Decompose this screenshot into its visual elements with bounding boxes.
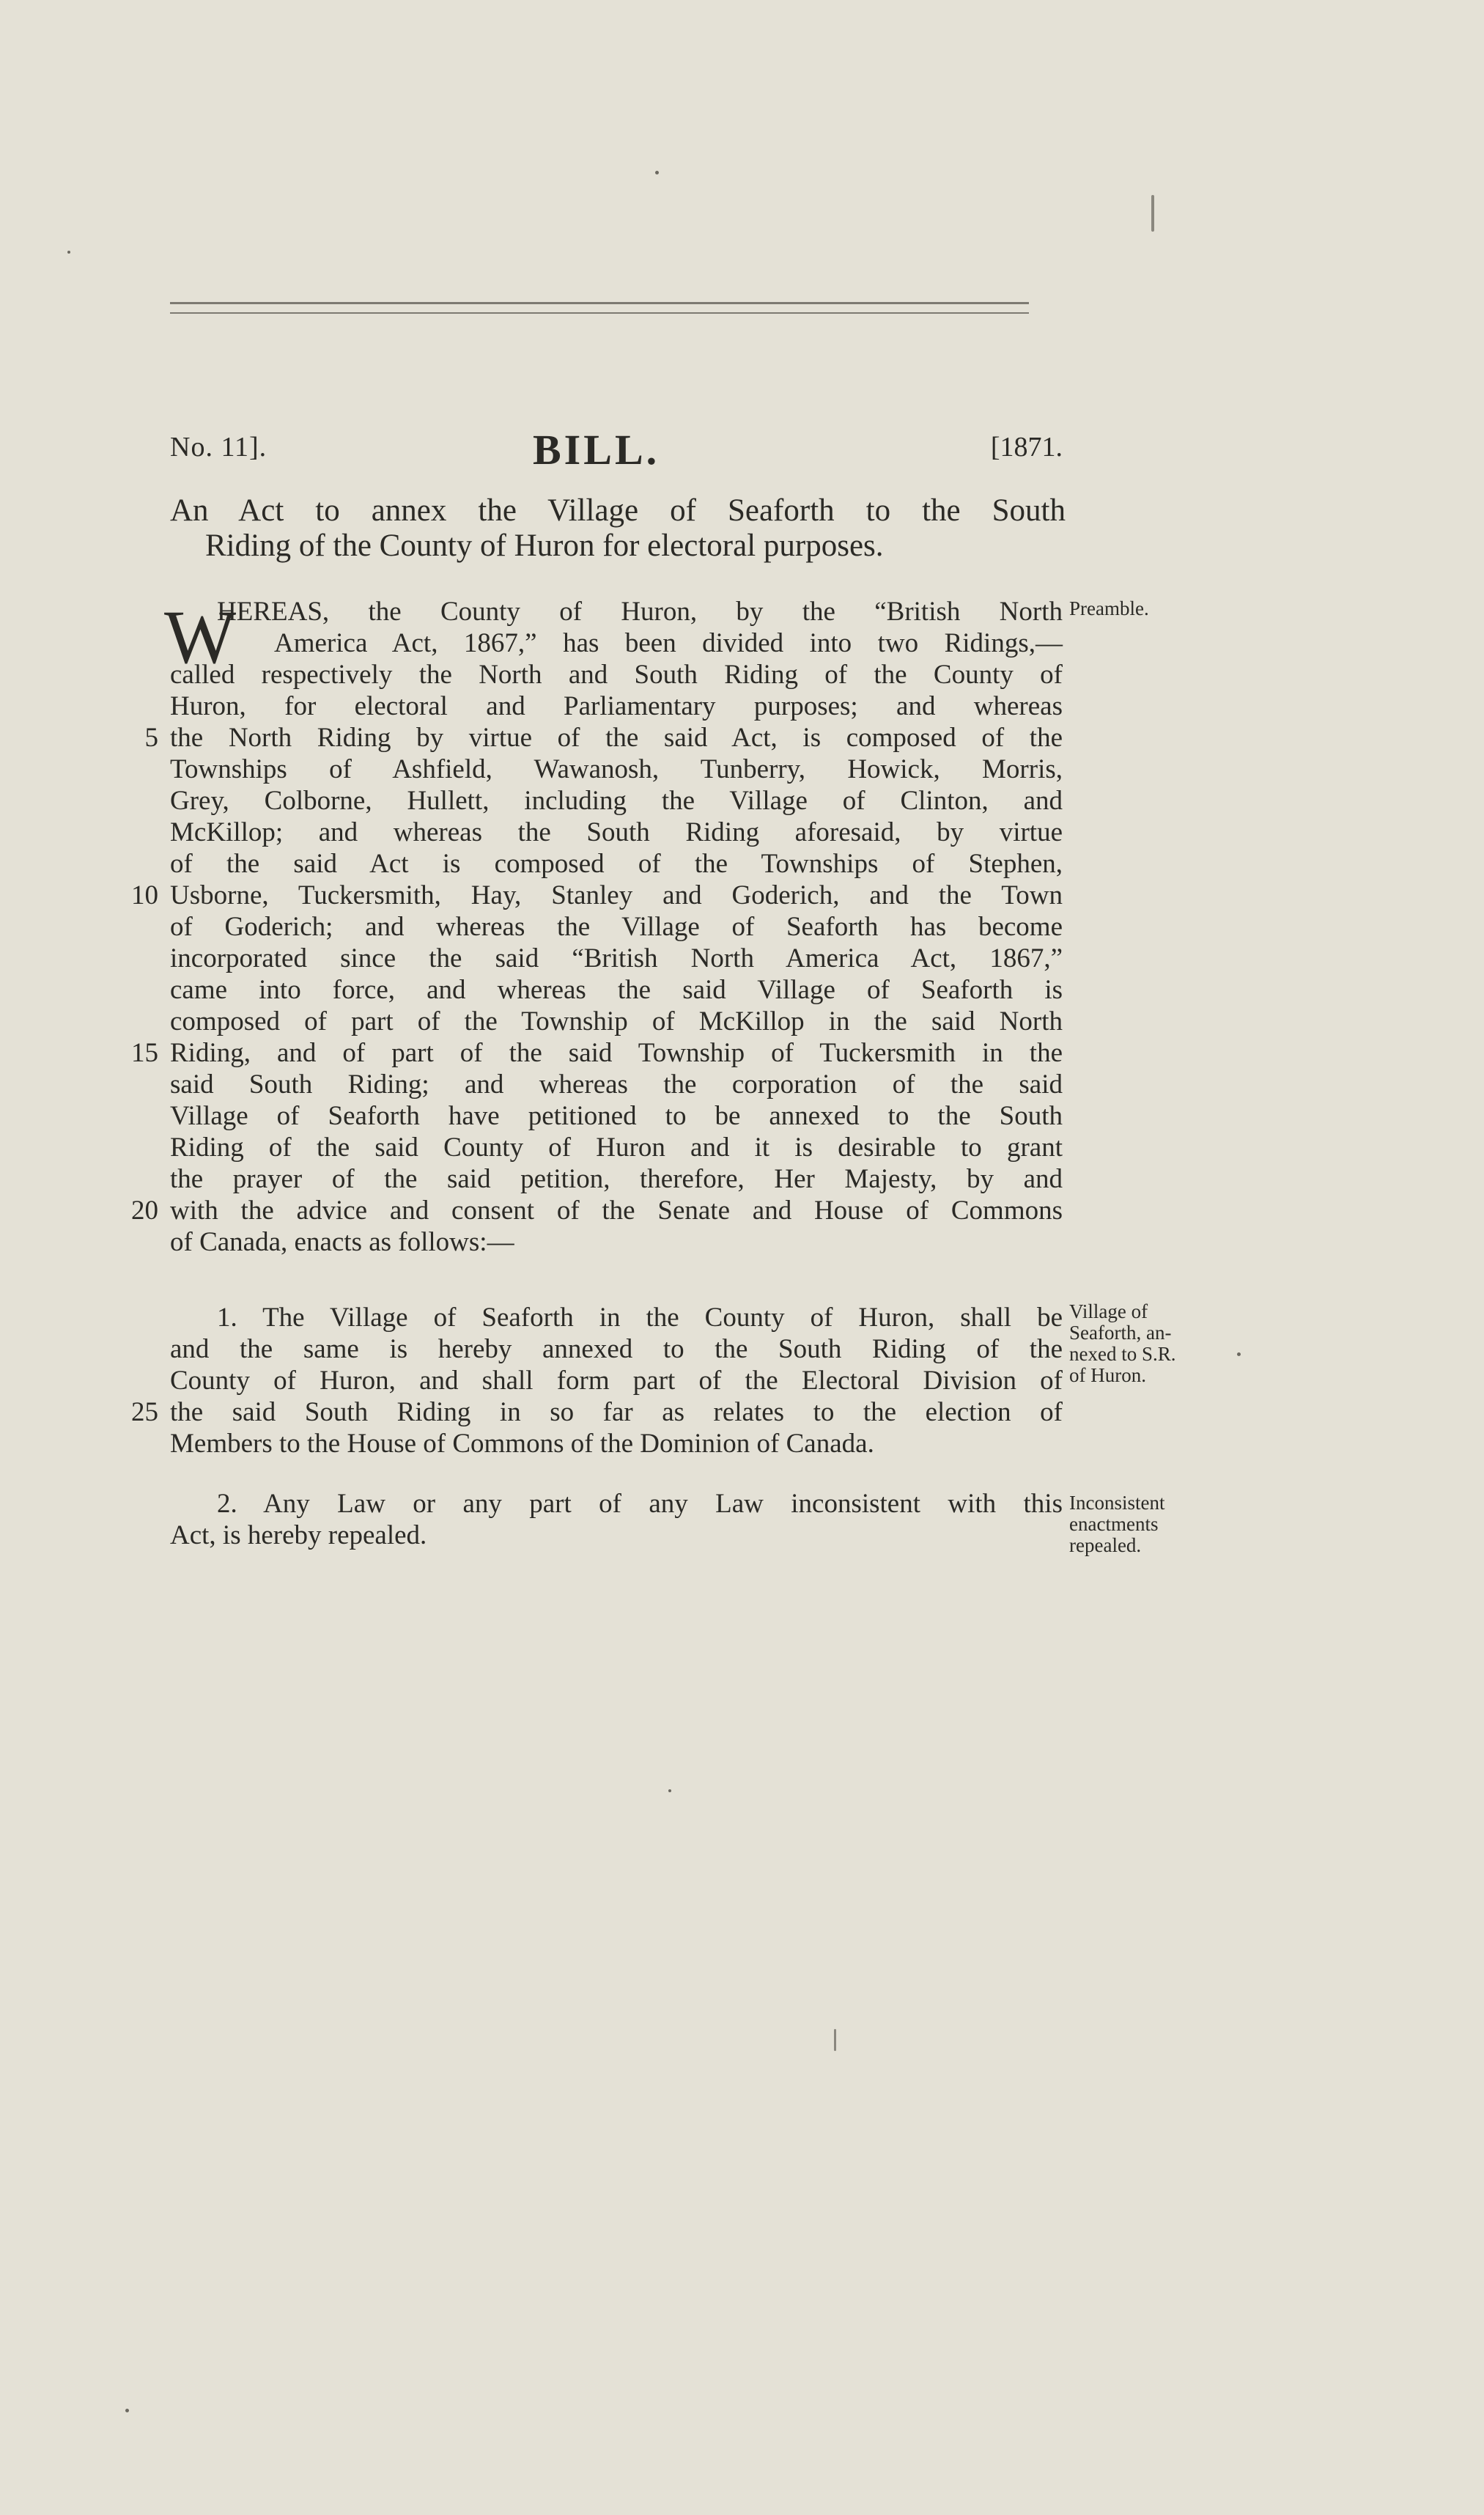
text-line <box>170 1163 1063 1195</box>
text-line <box>170 1069 1063 1100</box>
text-line <box>131 1396 1063 1428</box>
text-line <box>170 1132 1063 1163</box>
bill-heading: BILL. <box>533 426 660 474</box>
line-text: Usborne, Tuckersmith, Hay, Stanley and Goderich, and the Town <box>170 880 1063 910</box>
text-line <box>131 1195 1063 1226</box>
line-text: the North Riding by virtue of the said Act, is composed of the <box>170 723 1063 753</box>
margin-note-line: Inconsistent <box>1069 1492 1165 1514</box>
text-line <box>170 785 1063 817</box>
line-text: County of Huron, and shall form part of the Electoral Division of <box>170 1366 1063 1396</box>
bill-header <box>170 425 1063 476</box>
text-line <box>170 596 1063 627</box>
text-line <box>170 691 1063 722</box>
line-text: Townships of Ashfield, Wawanosh, Tunberry, Howick, Morris, <box>170 754 1063 784</box>
margin-note-line: nexed to S.R. <box>1069 1343 1176 1365</box>
line-text: of Goderich; and whereas the Village of Seaforth has become <box>170 912 1063 942</box>
margin-note-line: repealed. <box>1069 1534 1142 1556</box>
text-line <box>170 1333 1063 1365</box>
top-rule-thin <box>170 312 1029 314</box>
line-number: 5 <box>144 723 158 753</box>
text-line <box>170 817 1063 848</box>
margin-note-line: enactments <box>1069 1513 1159 1535</box>
act-title <box>170 493 1066 564</box>
line-text: Huron, for electoral and Parliamentary purposes; and whereas <box>170 691 1063 721</box>
margin-note-line: Seaforth, an- <box>1069 1322 1172 1344</box>
text-line <box>170 1520 1063 1551</box>
line-text: the said South Riding in so far as relates to the election of <box>170 1397 1063 1427</box>
top-rule <box>170 302 1029 304</box>
line-text: Act, is hereby repealed. <box>170 1520 427 1550</box>
text-line <box>170 848 1063 880</box>
line-text: and the same is hereby annexed to the South Riding of the <box>170 1334 1063 1364</box>
line-text: the prayer of the said petition, therefore, Her Majesty, by and <box>170 1164 1063 1194</box>
line-text: composed of part of the Township of McKillop in the said North <box>170 1006 1063 1036</box>
line-text: Grey, Colborne, Hullett, including the Village of Clinton, and <box>170 786 1063 816</box>
bill-number: No. 11]. <box>170 432 267 463</box>
line-text: McKillop; and whereas the South Riding aforesaid, by virtue <box>170 817 1063 847</box>
margin-note-preamble <box>1069 598 1149 619</box>
line-number: 10 <box>131 880 158 910</box>
paper-speck <box>668 1789 671 1792</box>
line-text: incorporated since the said “British North America Act, 1867,” <box>170 943 1063 973</box>
text-line <box>170 1365 1063 1396</box>
line-text: Riding, and of part of the said Township of Tuckersmith in the <box>170 1038 1063 1068</box>
text-line <box>170 1226 1063 1258</box>
line-text: called respectively the North and South Riding of the County of <box>170 660 1063 690</box>
text-line <box>170 911 1063 943</box>
section-2-text <box>170 1488 1063 1551</box>
paper-speck <box>655 171 659 174</box>
line-text: of the said Act is composed of the Townships of Stephen, <box>170 849 1063 879</box>
line-text: said South Riding; and whereas the corporation of the said <box>170 1069 1063 1100</box>
line-text: of Canada, enacts as follows:— <box>170 1227 514 1257</box>
line-text: Members to the House of Commons of the Dominion of Canada. <box>170 1429 874 1459</box>
line-number: 15 <box>131 1038 158 1068</box>
text-line <box>170 1428 1063 1459</box>
paper-speck <box>125 2409 129 2412</box>
section-1-text <box>131 1302 1063 1459</box>
act-title-line: Riding of the County of Huron for electoral purposes. <box>205 529 884 563</box>
text-line <box>170 1006 1063 1037</box>
text-line <box>170 659 1063 691</box>
line-text: America Act, 1867,” has been divided into two Ridings,— <box>274 628 1063 658</box>
text-line <box>170 627 1063 659</box>
paper-speck <box>1151 195 1154 232</box>
paper-speck <box>1237 1352 1241 1356</box>
line-number: 25 <box>131 1397 158 1427</box>
text-line <box>144 722 1063 754</box>
line-text: with the advice and consent of the Senate and House of Commons <box>170 1196 1063 1226</box>
preamble-text <box>131 596 1063 1258</box>
line-text: came into force, and whereas the said Village of Seaforth is <box>170 975 1063 1005</box>
text-line <box>170 1100 1063 1132</box>
margin-note-line: of Huron. <box>1069 1364 1146 1386</box>
line-text: 1. The Village of Seaforth in the County of Huron, shall be <box>217 1303 1063 1333</box>
text-line <box>170 974 1063 1006</box>
paper-speck <box>67 251 70 254</box>
margin-note-line: Preamble. <box>1069 597 1149 619</box>
text-line <box>131 1037 1063 1069</box>
line-text: HEREAS, the County of Huron, by the “British North <box>217 597 1063 627</box>
line-text: Village of Seaforth have petitioned to be annexed to the South <box>170 1101 1063 1131</box>
margin-note-line: Village of <box>1069 1300 1148 1322</box>
margin-note-section-1 <box>1069 1301 1176 1386</box>
margin-note-section-2 <box>1069 1492 1164 1556</box>
text-line <box>170 943 1063 974</box>
paper-speck <box>834 2029 836 2051</box>
text-line <box>170 1488 1063 1520</box>
line-number: 20 <box>131 1196 158 1226</box>
line-text: 2. Any Law or any part of any Law inconsistent with this <box>217 1489 1063 1519</box>
bill-year: [1871. <box>990 432 1063 463</box>
text-line <box>170 754 1063 785</box>
act-title-line: An Act to annex the Village of Seaforth to the South <box>170 493 1066 528</box>
text-line <box>170 1302 1063 1333</box>
text-line <box>131 880 1063 911</box>
drop-cap: W <box>164 595 237 680</box>
line-text: Riding of the said County of Huron and it is desirable to grant <box>170 1133 1063 1163</box>
